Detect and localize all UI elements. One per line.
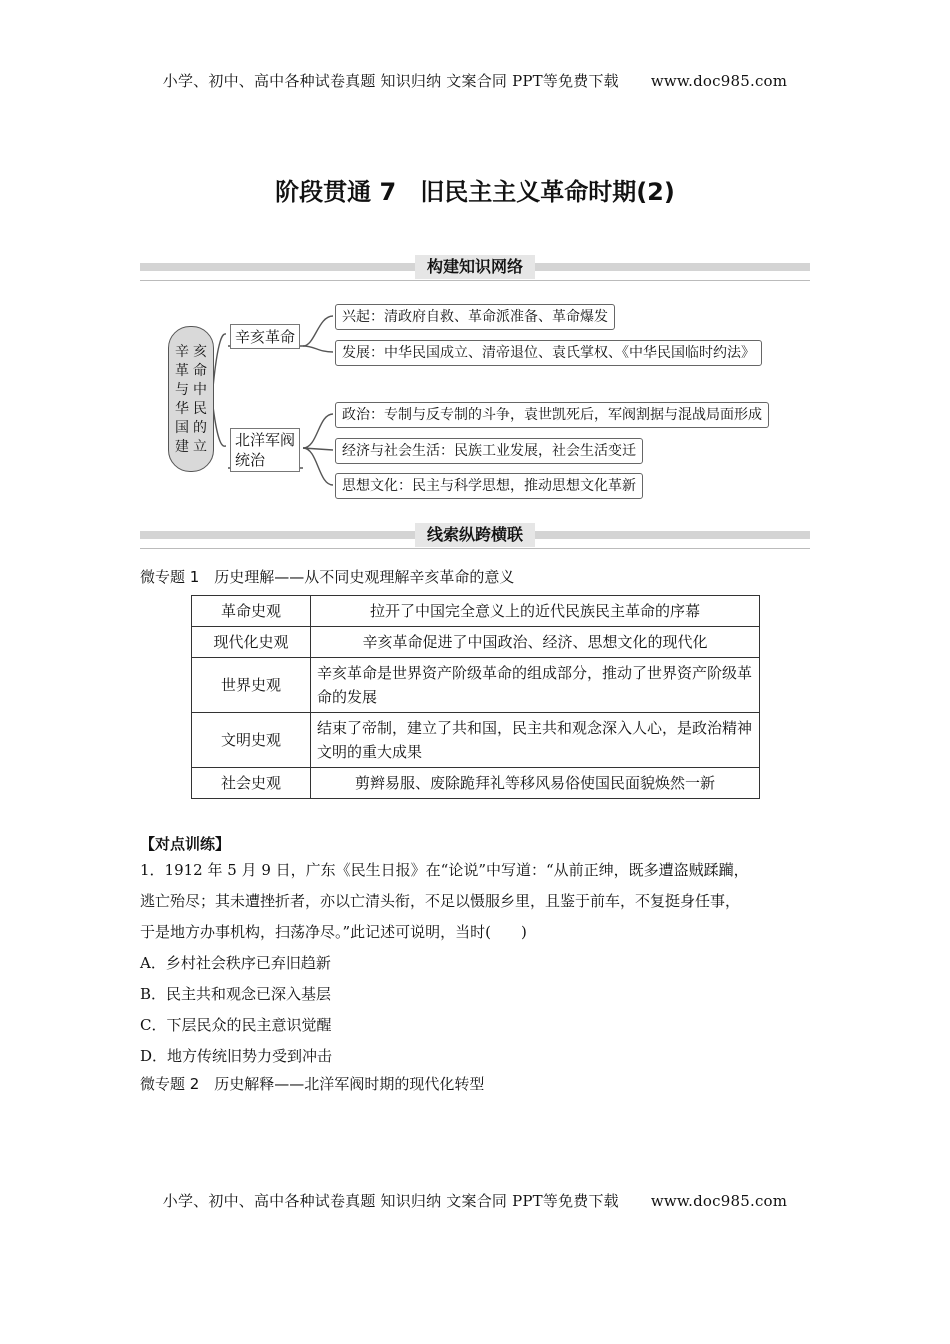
option-c: C．下层民众的民主意识觉醒: [140, 1016, 332, 1034]
section-label: 线索纵跨横联: [415, 523, 535, 547]
history-views-table: [191, 595, 760, 799]
leaf-economy: 经济与社会生活：民族工业发展，社会生活变迁: [335, 438, 643, 464]
page-title: 阶段贯通 7 旧民主主义革命时期(2): [275, 178, 675, 206]
section-label: 构建知识网络: [415, 255, 535, 279]
table-row: 社会史观 剪辫易服、废除跪拜礼等移风易俗使国民面貌焕然一新: [192, 768, 760, 799]
table-row: 世界史观 辛亥革命是世界资产阶级革命的组成部分，推动了世界资产阶级革命的发展: [192, 658, 760, 713]
practice-heading: 【对点训练】: [140, 835, 231, 853]
table-row: 现代化史观 辛亥革命促进了中国政治、经济、思想文化的现代化: [192, 627, 760, 658]
table-row: 革命史观 拉开了中国完全意义上的近代民族民主革命的序幕: [192, 596, 760, 627]
footer-url[interactable]: www.doc985.com: [650, 1192, 788, 1210]
leaf-politics: 政治：专制与反专制的斗争，袁世凯死后，军阀割据与混战局面形成: [335, 402, 769, 428]
header-text: 小学、初中、高中各种试卷真题 知识归纳 文案合同 PPT等免费下载: [162, 72, 619, 90]
leaf-development: 发展：中华民国成立、清帝退位、袁氏掌权、《中华民国临时约法》: [335, 340, 762, 366]
question-1: 1．1912 年 5 月 9 日，广东《民生日报》在“论说”中写道：“从前正绅，既多遭盗贼蹂躏， 逃亡殆尽；其未遭挫折者，亦以亡清头衔，不足以慑服乡里，且鉴于前车，不复挺身任事， 于是地方办事机构，扫荡净尽。”此记述可说明，当时( ) A．乡村社会秩序已弃旧趋新 B．民主共和观念已深入基层 C．下层民众的民主意识觉醒 D．地方传统旧势力受到冲击: [140, 855, 749, 1072]
option-a: A．乡村社会秩序已弃旧趋新: [140, 954, 331, 972]
branch-xinhai: 辛亥革命: [230, 324, 300, 349]
leaf-rise: 兴起：清政府自救、革命派准备、革命爆发: [335, 304, 615, 330]
topic1-title: 微专题 1 历史理解——从不同史观理解辛亥革命的意义: [140, 568, 515, 586]
footer-text: 小学、初中、高中各种试卷真题 知识归纳 文案合同 PPT等免费下载: [162, 1192, 619, 1210]
mindmap-root: 辛 革 与 华 国 建 亥 命 中 民 的 立: [168, 326, 214, 472]
section-band-clues: [140, 526, 810, 544]
table-row: 文明史观 结束了帝制，建立了共和国，民主共和观念深入人心，是政治精神文明的重大成果: [192, 713, 760, 768]
page-footer: [0, 1190, 950, 1211]
option-b: B．民主共和观念已深入基层: [140, 985, 332, 1003]
leaf-thought: 思想文化：民主与科学思想，推动思想文化革新: [335, 473, 643, 499]
option-d: D．地方传统旧势力受到冲击: [140, 1047, 333, 1065]
topic2-title: 微专题 2 历史解释——北洋军阀时期的现代化转型: [140, 1075, 485, 1093]
header-url[interactable]: www.doc985.com: [650, 72, 788, 90]
branch-beiyang: 北洋军阀 统治: [230, 428, 300, 472]
